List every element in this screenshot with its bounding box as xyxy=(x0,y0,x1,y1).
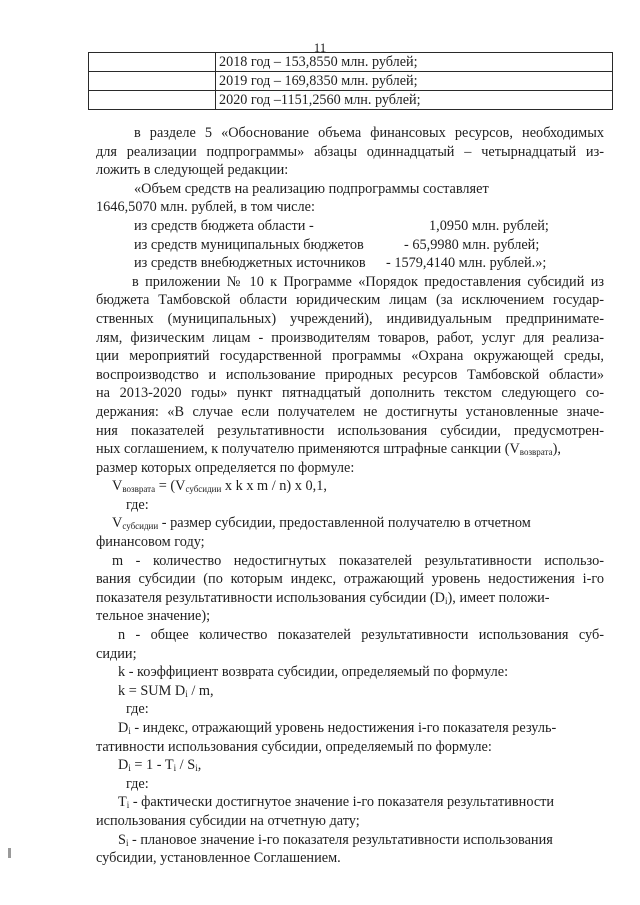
funding-source-value: - 1579,4140 млн. рублей.»; xyxy=(386,255,547,272)
paragraph-appendix-line6: воспроизводство и использование природных ресурсов Тамбовской области» xyxy=(96,366,604,383)
where-label: где: xyxy=(126,775,149,792)
formula-part: x k x m / n) x 0,1, xyxy=(221,478,327,495)
formula-k xyxy=(96,682,604,701)
where-label: где: xyxy=(126,701,149,718)
formula-d xyxy=(96,756,604,775)
subscript: i xyxy=(128,763,131,774)
paragraph-appendix-line5: ции мероприятий государственной программы «Охрана окружающей среды, xyxy=(96,348,604,365)
definition-v-line1 xyxy=(96,514,604,533)
funding-source-label: из средств муниципальных бюджетов xyxy=(134,236,364,253)
definition-t-line2: использования субсидии на отчетную дату; xyxy=(96,812,360,829)
table-row xyxy=(89,53,613,72)
table-cell-year-2020: 2020 год –1151,2560 млн. рублей; xyxy=(216,91,613,110)
paragraph-appendix-line3: ственных (муниципальных) учреждений), индивидуальным предпринимате- xyxy=(96,310,604,327)
table-cell-year-2018: 2018 год – 153,8550 млн. рублей; xyxy=(216,53,613,72)
definition-d-line2: тативности использования субсидии, определяемый по формуле: xyxy=(96,738,492,755)
table-cell-empty xyxy=(89,72,216,91)
paragraph-appendix-line7: на 2013-2020 годы» пункт пятнадцатый дополнить текстом следующего со- xyxy=(96,385,604,402)
definition-text: - фактически достигнутое значение i-го показателя результативности xyxy=(129,794,555,811)
text-fragment: ), xyxy=(552,441,561,458)
document-body xyxy=(96,124,604,868)
subscript: возврата xyxy=(122,484,156,495)
definition-v-line2: финансовом году; xyxy=(96,534,205,551)
definition-text: - размер субсидии, предоставленной получателю в отчетном xyxy=(158,515,531,532)
formula-symbol: V xyxy=(112,478,123,495)
formula-part: k = SUM D xyxy=(118,682,186,699)
formula-part: / S xyxy=(176,757,196,774)
text-fragment: ных соглашением, к получателю применяются штрафные санкции (V xyxy=(96,441,520,458)
formula-return-amount xyxy=(96,477,604,496)
formula-symbol: T xyxy=(118,794,127,811)
paragraph-volume-line1: «Объем средств на реализацию подпрограммы составляет xyxy=(134,180,489,197)
where-label: где: xyxy=(126,496,149,513)
definition-m-line4: тельное значение); xyxy=(96,608,211,625)
funding-source-row xyxy=(96,236,604,255)
paragraph-appendix-line11: размер которых определяется по формуле: xyxy=(96,459,355,476)
paragraph-section5-line2: для реализации подпрограммы» абзацы одиннадцатый – четырнадцатый из- xyxy=(96,143,604,160)
definition-s-line1 xyxy=(96,831,604,850)
subscript: i xyxy=(445,595,448,606)
definition-s-line2: субсидии, установленное Соглашением. xyxy=(96,850,341,867)
table-cell-empty xyxy=(89,91,216,110)
formula-symbol: D xyxy=(118,720,129,736)
subscript: i xyxy=(126,800,130,811)
definition-n-line1: n - общее количество показателей результативности использования суб- xyxy=(118,627,604,644)
scan-mark xyxy=(8,848,11,858)
table-row xyxy=(89,72,613,91)
funding-source-value: 1,0950 млн. рублей; xyxy=(429,217,549,234)
formula-part: = 1 - T xyxy=(130,757,174,774)
funding-source-row xyxy=(96,217,604,236)
definition-text: - плановое значение i-го показателя результативности использования xyxy=(128,831,553,848)
funding-source-value: - 65,9980 млн. рублей; xyxy=(404,236,540,253)
formula-part: / m, xyxy=(187,682,214,699)
funding-years-table xyxy=(88,52,613,110)
subscript: субсидии xyxy=(185,484,222,495)
formula-symbol: V xyxy=(112,515,123,532)
definition-k: k - коэффициент возврата субсидии, определяемый по формуле: xyxy=(118,664,509,681)
formula-part: , xyxy=(197,757,202,774)
text-fragment: ), имеет положи- xyxy=(447,589,550,606)
subscript: возврата xyxy=(519,447,553,458)
subscript: i xyxy=(173,763,177,774)
paragraph-section5-line1: в разделе 5 «Обоснование объема финансовых ресурсов, необходимых xyxy=(134,125,604,141)
definition-m-line3 xyxy=(96,589,604,608)
table-cell-year-2019: 2019 год – 169,8350 млн. рублей; xyxy=(216,72,613,91)
paragraph-appendix-line4: лям, физическим лицам - производителям товаров, работ, услуг для реализа- xyxy=(96,329,604,346)
definition-m-line2: вания субсидии (по которым индекс, отражающий уровень недостижения i-го xyxy=(96,571,604,588)
funding-source-label: из средств бюджета области - xyxy=(134,217,314,234)
formula-symbol: S xyxy=(118,831,126,848)
paragraph-appendix-line10 xyxy=(96,440,604,459)
table-cell-empty xyxy=(89,53,216,72)
paragraph-volume-line2: 1646,5070 млн. рублей, в том числе: xyxy=(96,199,315,216)
subscript: i xyxy=(195,763,198,774)
paragraph-appendix-line1: в приложении № 10 к Программе «Порядок предоставления субсидий из xyxy=(132,273,604,290)
paragraph-appendix-line2: бюджета Тамбовской области юридическим лицам (за исключением государ- xyxy=(96,292,604,309)
formula-symbol: D xyxy=(118,757,129,774)
funding-source-row xyxy=(96,254,604,273)
funding-source-label: из средств внебюджетных источников xyxy=(134,255,366,272)
table-row xyxy=(89,91,613,110)
paragraph-section5-line3: ложить в следующей редакции: xyxy=(96,162,289,179)
definition-t-line1 xyxy=(96,793,604,812)
paragraph-appendix-line8: держания: «В случае если получателем не достигнуты установленные значе- xyxy=(96,403,604,420)
subscript: субсидии xyxy=(122,521,159,532)
formula-part: = (V xyxy=(155,478,186,495)
definition-n-line2: сидии; xyxy=(96,645,137,662)
paragraph-appendix-line9: ния показателей результативности использования субсидии, предусмотрен- xyxy=(96,422,604,439)
definition-m-line1: m - количество недостигнутых показателей результативности использо- xyxy=(112,552,604,569)
page-number: 11 xyxy=(313,40,327,55)
definition-text: - индекс, отражающий уровень недостижения i-го показателя резуль- xyxy=(130,720,557,736)
subscript: i xyxy=(125,837,129,848)
subscript: i xyxy=(128,726,131,736)
subscript: i xyxy=(185,688,188,699)
text-fragment: показателя результативности использования субсидии (D xyxy=(96,589,446,606)
definition-d-line1 xyxy=(96,719,604,738)
